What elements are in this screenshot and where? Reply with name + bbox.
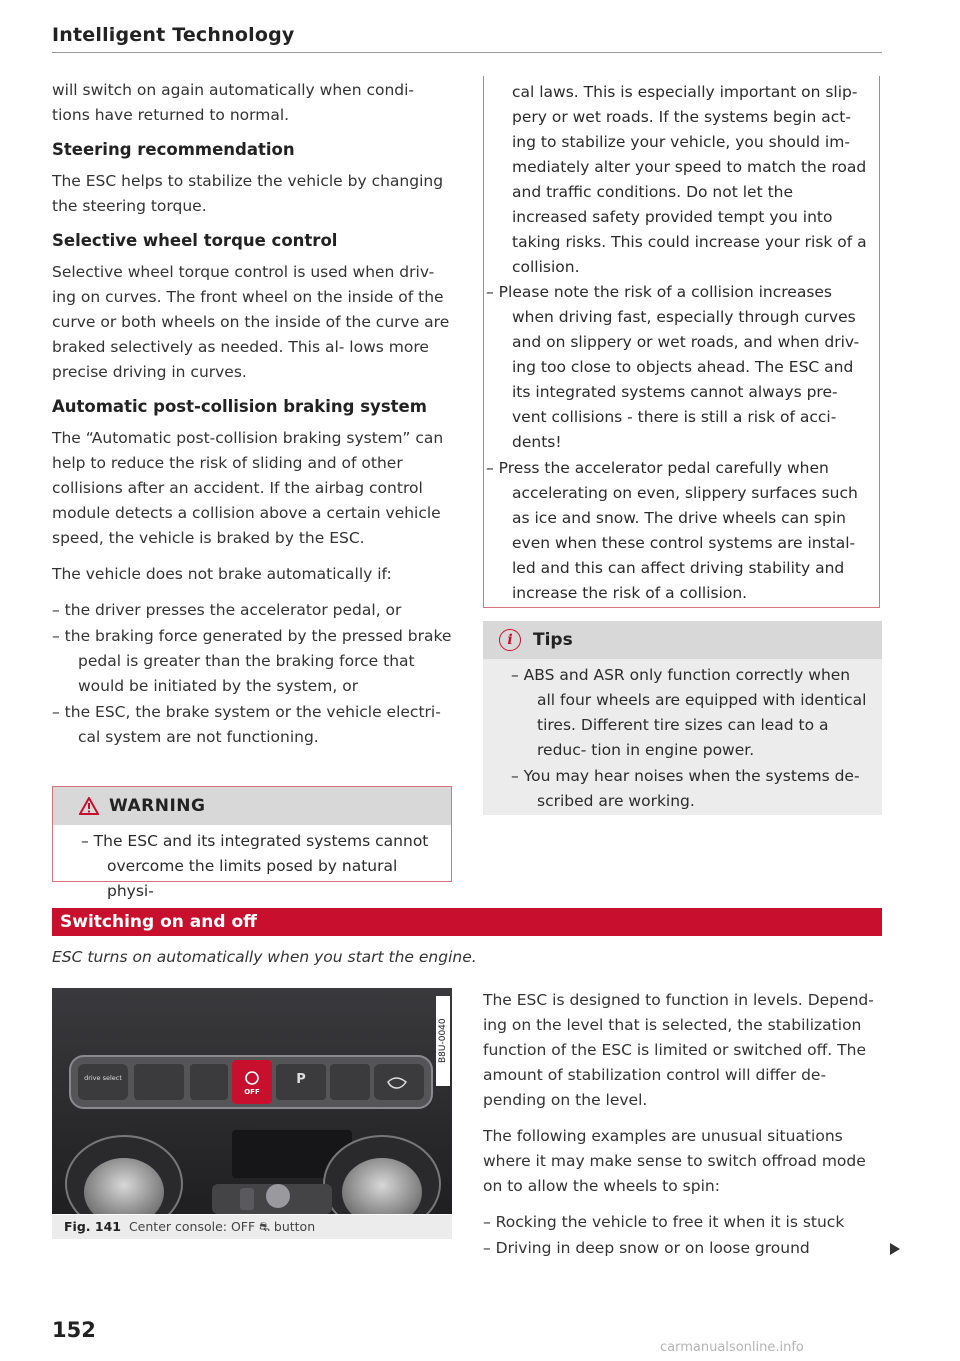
warning-triangle-icon	[79, 797, 99, 815]
heading-selective: Selective wheel torque control	[52, 231, 338, 250]
section-title: Switching on and off	[60, 912, 257, 932]
info-icon: i	[499, 629, 521, 651]
list-item: – Rocking the vehicle to free it when it is stuck	[483, 1213, 845, 1231]
paragraph: The ESC is designed to function in levels. Depend- ing on the level that is selected, the stabilization function of the ESC is limited or switched off. The amount of stabilization control will differ de- pending on the level.	[483, 991, 874, 1109]
paragraph: The ESC helps to stabilize the vehicle by changing the steering torque.	[52, 172, 444, 215]
list-item: – the driver presses the accelerator pedal, or	[52, 601, 402, 619]
paragraph: The following examples are unusual situations where it may make sense to switch offroad mode on to allow the wheels to spin:	[483, 1127, 866, 1195]
page-number: 152	[52, 1318, 96, 1342]
left-column	[52, 78, 452, 751]
esc-off-button: OFF	[244, 1088, 260, 1096]
warning-item: – Please note the risk of a collision increases when driving fast, especially through curves and on slippery or wet roads, and when driv- ing too close to objects ahead. The ESC and its integrated systems cannot always pre- vent collisions - there is still a risk of acci- dents!	[486, 283, 860, 451]
warning-header	[53, 787, 451, 825]
paragraph: will switch on again automatically when condi- tions have returned to normal.	[52, 81, 415, 124]
watermark: carmanualsonline.info	[660, 1340, 804, 1355]
paragraph: The vehicle does not brake automatically if:	[52, 565, 392, 583]
tips-header	[483, 621, 882, 659]
continue-arrow-icon	[890, 1243, 900, 1255]
tips-item: – ABS and ASR only function correctly when all four wheels are equipped with identical tires. Different tire sizes can lead to a reduc- tion in engine power.	[511, 666, 867, 759]
heading-steering: Steering recommendation	[52, 140, 295, 159]
paragraph: Selective wheel torque control is used when driv- ing on curves. The front wheel on the inside of the curve or both wheels on the inside of the curve are braked selectively as needed. This al- lows more precise driving in curves.	[52, 263, 450, 381]
heading-post-collision: Automatic post-collision braking system	[52, 397, 427, 416]
drive-select-button: drive select	[84, 1074, 122, 1082]
right-column	[483, 988, 883, 1262]
warning-item: cal laws. This is especially important on slip- pery or wet roads. If the systems begin act- ing to stabilize your vehicle, you should im- mediately alter your speed to match the road and traffic conditions. Do not let the increased safety provided tempt you into taking risks. This could increase your risk of a collision.	[512, 83, 867, 276]
tips-box	[483, 621, 882, 815]
tips-body	[483, 659, 882, 814]
tips-title: Tips	[533, 630, 573, 650]
center-console-illustration	[52, 988, 452, 1214]
figure-caption-text: Center console: OFF ⛐ button	[128, 1219, 316, 1234]
warning-body	[53, 825, 451, 904]
paragraph: The “Automatic post-collision braking system” can help to reduce the risk of sliding and of other collisions after an accident. If the airbag control module detects a collision above a certain vehicle speed, the vehicle is braked by the ESC.	[52, 429, 444, 547]
figure-caption	[52, 1215, 452, 1239]
section-title-bar	[52, 908, 882, 936]
warning-continuation	[483, 76, 880, 608]
warning-box	[52, 786, 452, 900]
warning-item: – The ESC and its integrated systems cannot overcome the limits posed by natural physi-	[81, 832, 429, 900]
warning-title: WARNING	[109, 796, 206, 816]
list-item: – the ESC, the brake system or the vehicle electri- cal system are not functioning.	[52, 703, 441, 746]
center-console-figure	[52, 988, 452, 1214]
running-header	[52, 24, 882, 53]
parking-button: P	[296, 1072, 306, 1087]
list-item: – Driving in deep snow or on loose ground	[483, 1239, 810, 1257]
tips-item: – You may hear noises when the systems de- scribed are working.	[511, 767, 860, 810]
figure-code: B8U-0040	[436, 996, 450, 1086]
warning-item: – Press the accelerator pedal carefully when accelerating on even, slippery surfaces such as ice and snow. The drive wheels can spin even when these control systems are instal- led and this can affect driving stability and increase the risk of a collision.	[486, 459, 858, 602]
header-title: Intelligent Technology	[52, 24, 295, 46]
list-item: – the braking force generated by the pressed brake pedal is greater than the braking force that would be initiated by the system, or	[52, 627, 452, 695]
figure-label: Fig. 141	[64, 1219, 121, 1234]
section-intro: ESC turns on automatically when you start the engine.	[52, 948, 477, 966]
